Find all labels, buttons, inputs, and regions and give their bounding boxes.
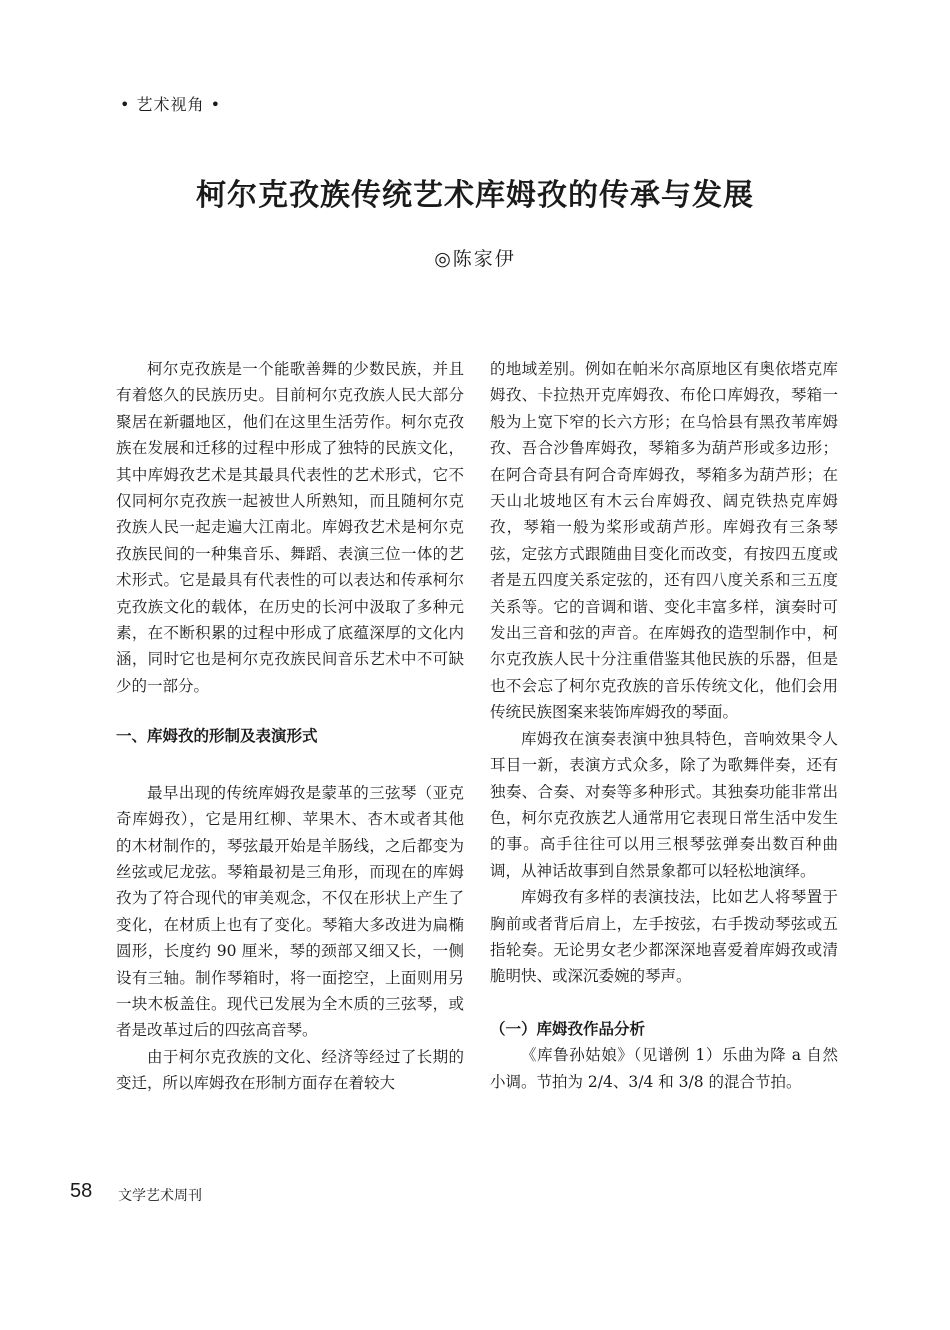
author-byline: ◎陈家伊 xyxy=(434,248,516,270)
paragraph: 库姆孜有多样的表演技法，比如艺人将琴置于胸前或者背后肩上，左手按弦，右手拨动琴弦或五指轮奏。无论男女老少都深深地喜爱着库姆孜或清脆明快、或深沉委婉的琴声。 xyxy=(490,888,838,986)
paragraph: 最早出现的传统库姆孜是蒙革的三弦琴（亚克奇库姆孜），它是用红柳、苹果木、杏木或者其他的木材制作的，琴弦最开始是羊肠线，之后都变为丝弦或尼龙弦。琴箱最初是三角形，而现在的库姆孜为了符合现代的审美观念，不仅在形状上产生了变化，在材质上也有了变化。琴箱大多改进为扁椭圆形，长度约 90 厘米，琴的颈部又细又长，一侧设有三轴。制作琴箱时，将一面挖空，上面则用另一块木板盖住。现代已发展为全木质的三弦琴，或者是改革过后的四弦高音琴。 xyxy=(116,783,464,1040)
left-column xyxy=(116,356,464,1097)
paragraph: 库姆孜在演奏表演中独具特色，音响效果令人耳目一新，表演方式众多，除了为歌舞伴奏，还有独奏、合奏、对奏等多种形式。其独奏功能非常出色，柯尔克孜族艺人通常用它表现日常生活中发生的事。高手往往可以用三根琴弦弹奏出数百种曲调，从神话故事到自然景象都可以轻松地演绎。 xyxy=(490,729,838,880)
page-number: 58 xyxy=(70,1180,93,1202)
right-column xyxy=(490,356,838,1095)
journal-name: 文学艺术周刊 xyxy=(118,1188,202,1204)
paragraph-continued: 的地域差别。例如在帕米尔高原地区有奥依塔克库姆孜、卡拉热开克库姆孜、布伦口库姆孜，琴箱一般为上宽下窄的长六方形；在乌恰县有黑孜苇库姆孜、吾合沙鲁库姆孜，琴箱多为葫芦形或多边形；在阿合奇县有阿合奇库姆孜，琴箱多为葫芦形；在天山北坡地区有木云台库姆孜、阔克铁热克库姆孜，琴箱一般为桨形或葫芦形。库姆孜有三条琴弦，定弦方式跟随曲目变化而改变，有按四五度或者是五四度关系定弦的，还有四八度关系和三五度关系等。它的音调和谐、变化丰富多样，演奏时可发出三音和弦的声音。在库姆孜的造型制作中，柯尔克孜族人民十分注重借鉴其他民族的乐器，但是也不会忘了柯尔克孜族的音乐传统文化，他们会用传统民族图案来装饰库姆孜的琴面。 xyxy=(490,360,838,722)
paragraph: 由于柯尔克孜族的文化、经济等经过了长期的变迁，所以库姆孜在形制方面存在着较大 xyxy=(116,1047,464,1093)
paragraph: 柯尔克孜族是一个能歌善舞的少数民族，并且有着悠久的民族历史。目前柯尔克孜族人民大部分聚居在新疆地区，他们在这里生活劳作。柯尔克孜族在发展和迁移的过程中形成了独特的民族文化，其中库姆孜艺术是其最具代表性的艺术形式，它不仅同柯尔克孜族一起被世人所熟知，而且随柯尔克孜族人民一起走遍大江南北。库姆孜艺术是柯尔克孜族民间的一种集音乐、舞蹈、表演三位一体的艺术形式。它是最具有代表性的可以表达和传承柯尔克孜族文化的载体，在历史的长河中汲取了多种元素，在不断积累的过程中形成了底蕴深厚的文化内涵，同时它也是柯尔克孜族民间音乐艺术中不可缺少的一部分。 xyxy=(116,360,464,695)
subsection-heading: （一）库姆孜作品分析 xyxy=(490,1019,646,1038)
paragraph: 《库鲁孙姑娘》（见谱例 1）乐曲为降 a 自然小调。节拍为 2/4、3/4 和 3/8 的混合节拍。 xyxy=(490,1046,838,1091)
section-tag: • 艺术视角 • xyxy=(120,95,222,114)
section-heading: 一、库姆孜的形制及表演形式 xyxy=(116,727,318,746)
article-title: 柯尔克孜族传统艺术库姆孜的传承与发展 xyxy=(196,178,754,213)
